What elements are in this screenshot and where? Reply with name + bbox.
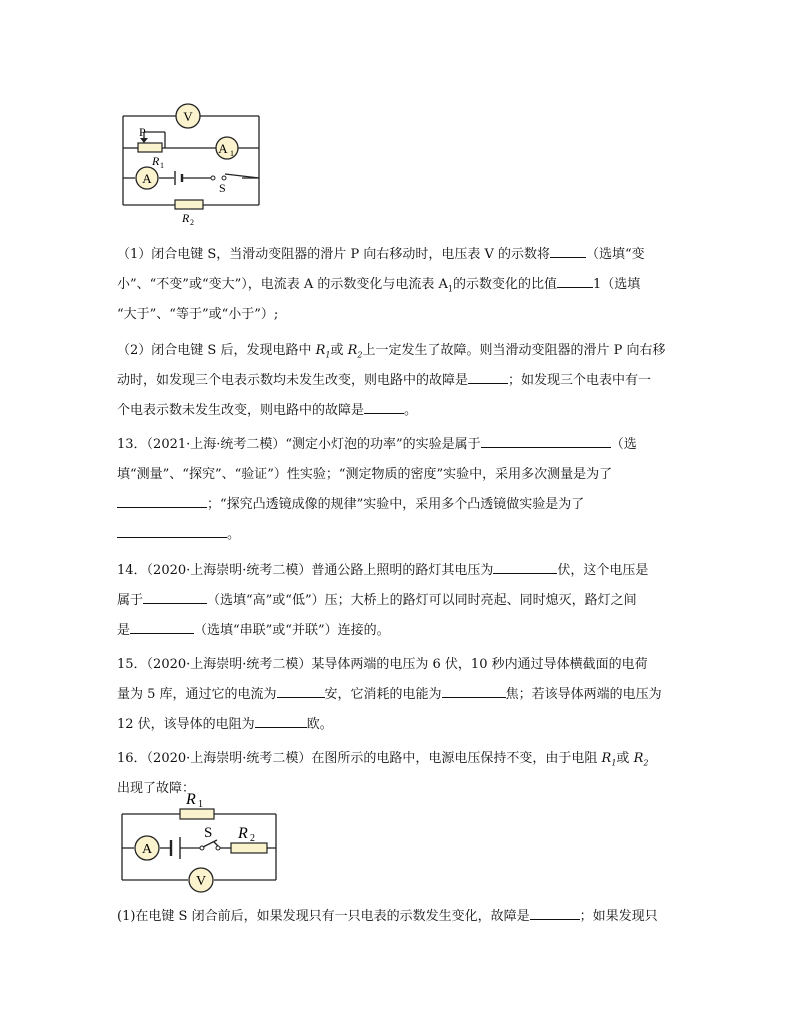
switch-icon [211,176,226,180]
resistor-r2-icon [175,200,203,209]
ammeter-a1-icon [216,137,238,159]
q12-part1-line1: （1）闭合电键 S，当滑动变阻器的滑片 P 向右移动时，电压表 V 的示数将 （选填“变 [117,240,687,270]
slider-label: P [139,125,146,139]
q16-line1: 16．（2020·上海崇明·统考二模）在图所示的电路中，电源电压保持不变，由于电阻 $R_1$或 $R_2$ [117,751,649,768]
q16-part1 [117,902,687,932]
battery-icon [171,837,180,859]
svg-text:V: V [183,109,193,124]
r1-label: R [186,791,196,808]
q13-line3: ；“探究凸透镜成像的规律”实验中，采用多个凸透镜做实验是为了 [117,490,687,520]
r2-label: R [238,825,248,842]
svg-text:A: A [142,171,152,186]
svg-text:A: A [141,842,153,857]
q13-line2: 填“测量”、“探究”、“验证”）性实验；“测定物质的密度”实验中，采用多次测量是为了 [117,467,613,482]
q14-line2: 属于 （选填“高”或“低”）压；大桥上的路灯可以同时亮起、同时熄灭，路灯之间 [117,586,687,616]
q12-part1-line3: “大于”、“等于”或“小于”）; [117,307,279,322]
q12-part1-line2: 小”、“不变”或“变大”），电流表 A 的示数变化与电流表 $A_1$的示数变化的比值 1（选填 [117,270,687,300]
r1-label-sub: 1 [198,799,203,810]
r2-label-sub: 2 [250,833,255,844]
svg-text:1: 1 [230,149,234,158]
resistor-r2-icon [231,843,267,853]
switch-label: S [204,825,213,841]
q16-line2: 出现了故障： [117,781,196,796]
question-text [117,240,687,804]
ammeter-a-icon [136,167,158,189]
resistor-r1-icon [138,143,162,152]
ammeter-a-icon [135,836,159,860]
svg-text:V: V [195,874,207,889]
voltmeter-icon [176,104,200,128]
circuit-diagram-2 [118,782,283,897]
q15-line1: 15．（2020·上海崇明·统考二模）某导体两端的电压为 6 伏，10 秒内通过导体横截面的电荷 [117,657,648,672]
voltmeter-icon [189,868,213,892]
circuit-diagram-1 [118,98,268,228]
q13-line4: 。 [117,520,687,550]
resistor-r1-icon [180,809,214,819]
q14-line1: 14．（2020·上海崇明·统考二模）普通公路上照明的路灯其电压为 伏，这个电压是 [117,556,687,586]
battery-icon [175,171,182,185]
q15-line2: 量为 5 库，通过它的电流为 安，它消耗的电能为 焦；若该导体两端的电压为 [117,680,687,710]
r2-label-sub: 2 [190,218,194,227]
q13-line1: 13．（2021·上海·统考二模）“测定小灯泡的功率”的实验是属于 （选 [117,430,687,460]
q12-part2-line1: （2）闭合电键 S 后，发现电路中 $R_1$或 $R_2$上一定发生了故障。则当滑动变阻器的滑片 P 向右移 [117,343,666,360]
r2-label: R [182,211,190,225]
q14-line3: 是 （选填“串联”或“并联”）连接的。 [117,616,687,646]
r1-label: R [152,154,160,168]
q16-part1-line1: (1)在电键 S 闭合前后，如果发现只有一只电表的示数发生变化，故障是 ；如果发现只 [117,902,687,932]
q12-part2-line3: 个电表示数未发生改变，则电路中的故障是 。 [117,396,687,426]
switch-label: S [219,181,226,195]
r1-label-sub: 1 [160,161,164,170]
q15-line3: 12 伏，该导体的电阻为 欧。 [117,710,687,740]
svg-text:A: A [218,141,228,156]
q12-part2-line2: 动时，如发现三个电表示数均未发生改变，则电路中的故障是 ；如发现三个电表中有一 [117,366,687,396]
